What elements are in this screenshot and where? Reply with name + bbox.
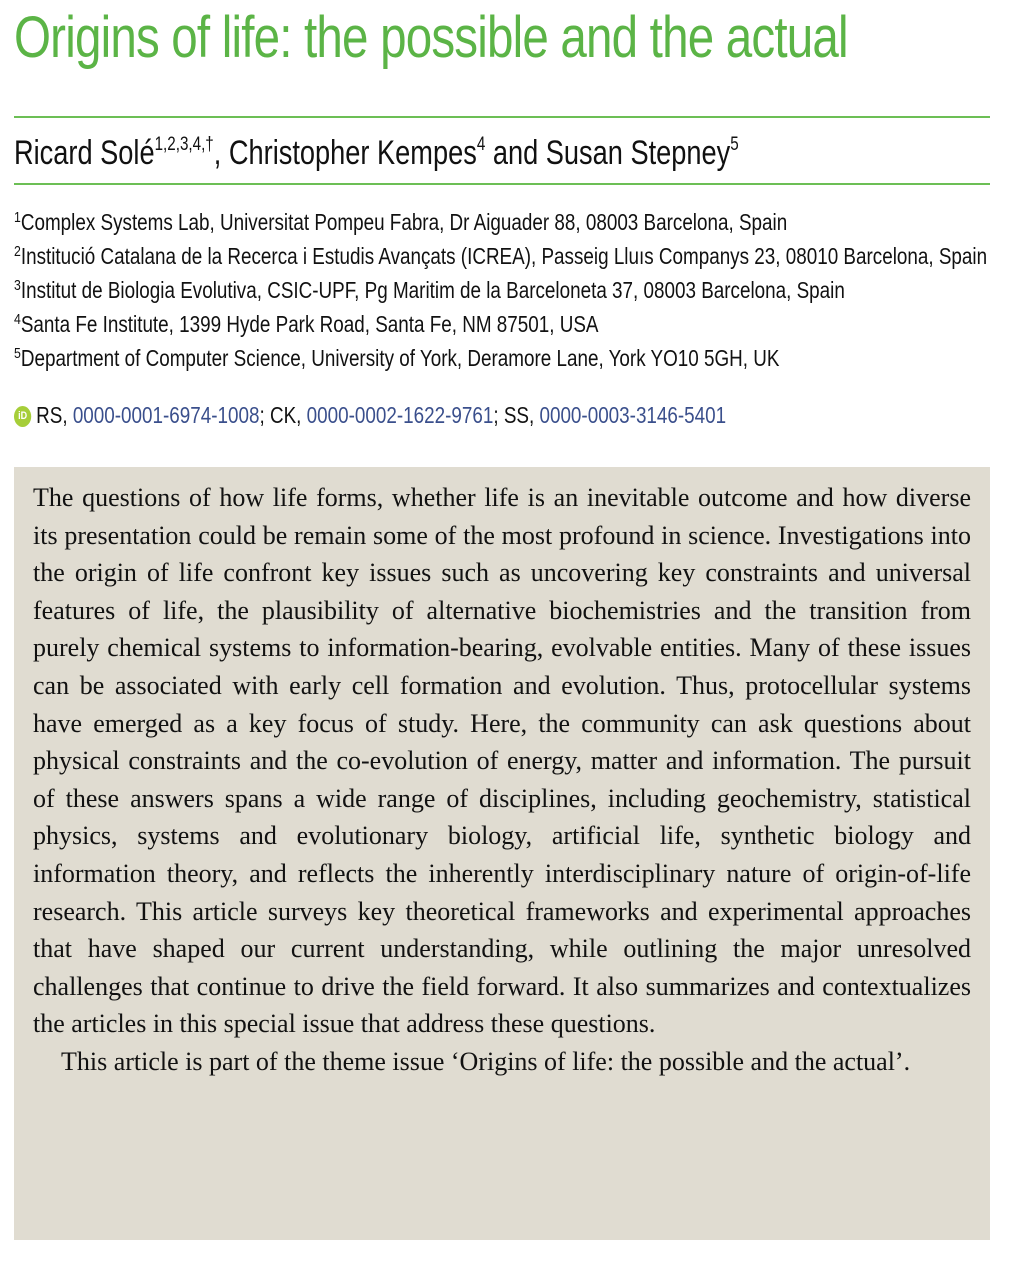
abstract-box (14, 467, 990, 1240)
affiliation-item (14, 205, 987, 239)
affiliation-number: 1 (14, 209, 21, 226)
theme-issue-note: This article is part of the theme issue ‘Origins of life: the possible and the actual’. (61, 1046, 911, 1076)
author-name[interactable]: Susan Stepney (545, 134, 731, 172)
affiliation-item (14, 273, 987, 307)
author-separator: and (485, 134, 546, 172)
orcid-link[interactable]: 0000-0003-3146-5401 (539, 402, 727, 428)
orcid-separator: ; (493, 402, 504, 428)
affiliation-number: 4 (14, 311, 21, 328)
orcid-link[interactable]: 0000-0002-1622-9761 (306, 402, 494, 428)
affiliation-number: 2 (14, 243, 21, 260)
author-name[interactable]: Ricard Solé (14, 134, 155, 172)
affiliation-number: 3 (14, 277, 21, 294)
affiliation-item (14, 341, 987, 375)
author-affiliation-refs: 4 (476, 134, 486, 155)
author-affiliation-refs: 1,2,3,4,† (154, 134, 214, 155)
orcid-separator: ; (259, 402, 270, 428)
affiliation-item (14, 307, 987, 341)
abstract-body: The questions of how life forms, whether life is an inevitable outcome and how diverse its presentation could be remain some of the most profound in science. Investigations into the origin of life confront key issues such as uncovering key constraints and universal features of life, the plausibility of alternative biochemistries and the transition from purely chemical systems to information-bearing, evolvable entities. Many of these issues can be associated with early cell formation and evolution. Thus, protocellular systems have emerged as a key focus of study. Here, the community can ask questions about physical constraints and the co-evolution of energy, matter and information. The pursuit of these answers spans a wide range of disciplines, including geochemistry, statistical physics, systems and evolutionary biology, artificial life, synthetic biology and information theory, and reflects the inherently interdisciplinary nature of origin-of-life research. This article surveys key theoretical frameworks and experimental approaches that have shaped our current understanding, while outlining the major unresolved challenges that continue to drive the field forward. It also summarizes and contextualizes the articles in this special issue that address these questions. (33, 483, 971, 1039)
author-name[interactable]: Christopher Kempes (228, 134, 477, 172)
affiliation-list (14, 205, 1015, 375)
orcid-icon: iD (14, 406, 31, 427)
orcid-line (14, 402, 882, 429)
affiliation-text: Santa Fe Institute, 1399 Hyde Park Road, Santa Fe, NM 87501, USA (20, 311, 599, 337)
affiliation-number: 5 (14, 345, 21, 362)
affiliation-text: Complex Systems Lab, Universitat Pompeu Fabra, Dr Aiguader 88, 08003 Barcelona, Spain (20, 209, 788, 235)
abstract-text (33, 479, 971, 1081)
orcid-initials: CK, (269, 402, 307, 428)
author-affiliation-refs: 5 (730, 134, 739, 155)
author-separator: , (213, 134, 229, 172)
authors-divider (14, 183, 990, 185)
affiliation-item (14, 239, 987, 273)
title-divider (14, 116, 990, 118)
author-list (14, 134, 739, 173)
affiliation-text: Department of Computer Science, University of York, Deramore Lane, York YO10 5GH, UK (20, 345, 780, 371)
orcid-initials: SS, (503, 402, 540, 428)
affiliation-text: Institut de Biologia Evolutiva, CSIC-UPF, Pg Maritim de la Barceloneta 37, 08003 Barcelona, Spain (20, 277, 845, 303)
article-title: Origins of life: the possible and the actual (14, 5, 848, 70)
orcid-initials: RS, (36, 402, 73, 428)
affiliation-text: Institució Catalana de la Recerca i Estudis Avançats (ICREA), Passeig Lluıs Companys 23, 08010 Barcelona, Spain (20, 243, 988, 269)
orcid-link[interactable]: 0000-0001-6974-1008 (72, 402, 260, 428)
